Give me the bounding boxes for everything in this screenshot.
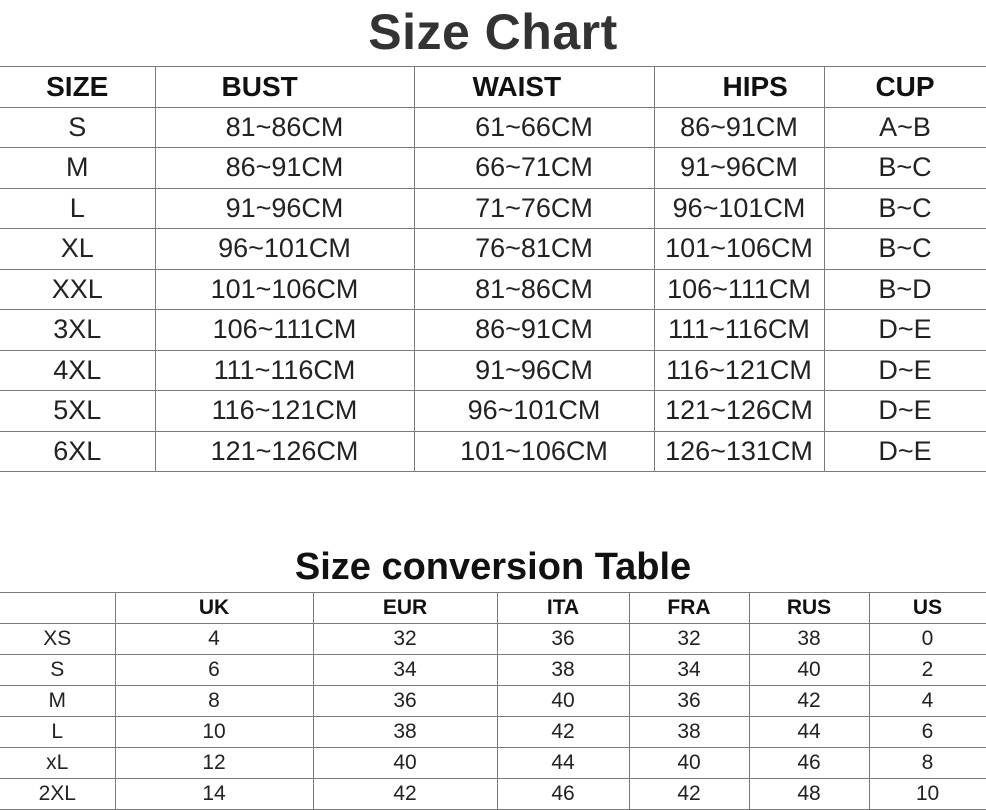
fra-cell: 42 [629,779,749,810]
size-cell: xL [0,748,115,779]
table-row [0,624,986,655]
waist-cell: 66~71CM [414,148,654,189]
bust-cell: 86~91CM [155,148,414,189]
cup-cell: B~C [824,188,986,229]
us-cell: 0 [869,624,986,655]
header-rus: RUS [749,593,869,624]
table-row [0,655,986,686]
size-cell: L [0,717,115,748]
size-cell: 3XL [0,310,155,351]
uk-cell: 14 [115,779,313,810]
table-row [0,188,986,229]
fra-cell: 40 [629,748,749,779]
bust-cell: 106~111CM [155,310,414,351]
size-chart-title: Size Chart [368,4,618,60]
header-fra: FRA [629,593,749,624]
size-cell: XS [0,624,115,655]
fra-cell: 34 [629,655,749,686]
waist-cell: 96~101CM [414,391,654,432]
us-cell: 2 [869,655,986,686]
rus-cell: 48 [749,779,869,810]
cup-cell: B~C [824,229,986,270]
size-cell: M [0,686,115,717]
size-cell: XXL [0,269,155,310]
table-row [0,350,986,391]
waist-cell: 101~106CM [414,431,654,472]
uk-cell: 4 [115,624,313,655]
size-cell: S [0,107,155,148]
us-cell: 4 [869,686,986,717]
table-row [0,107,986,148]
conversion-table-title: Size conversion Table [294,546,692,588]
cup-cell: D~E [824,431,986,472]
cup-cell: A~B [824,107,986,148]
ita-cell: 44 [497,748,629,779]
hips-cell: 91~96CM [654,148,824,189]
eur-cell: 40 [313,748,497,779]
waist-cell: 76~81CM [414,229,654,270]
rus-cell: 40 [749,655,869,686]
size-cell: 6XL [0,431,155,472]
table-row [0,229,986,270]
header-bust: BUST [155,67,414,108]
bust-cell: 96~101CM [155,229,414,270]
header-waist: WAIST [414,67,654,108]
us-cell: 10 [869,779,986,810]
waist-cell: 71~76CM [414,188,654,229]
eur-cell: 32 [313,624,497,655]
hips-cell: 86~91CM [654,107,824,148]
header-cup: CUP [824,67,986,108]
eur-cell: 34 [313,655,497,686]
rus-cell: 42 [749,686,869,717]
header-hips: HIPS [654,67,824,108]
table-row [0,391,986,432]
us-cell: 8 [869,748,986,779]
eur-cell: 42 [313,779,497,810]
cup-cell: D~E [824,391,986,432]
header-ita: ITA [497,593,629,624]
cup-cell: B~D [824,269,986,310]
eur-cell: 36 [313,686,497,717]
table-row [0,431,986,472]
hips-cell: 121~126CM [654,391,824,432]
bust-cell: 116~121CM [155,391,414,432]
header-eur: EUR [313,593,497,624]
fra-cell: 32 [629,624,749,655]
bust-cell: 81~86CM [155,107,414,148]
size-cell: 2XL [0,779,115,810]
size-cell: S [0,655,115,686]
table-row [0,779,986,810]
size-cell: L [0,188,155,229]
cup-cell: D~E [824,350,986,391]
ita-cell: 42 [497,717,629,748]
fra-cell: 38 [629,717,749,748]
rus-cell: 46 [749,748,869,779]
hips-cell: 101~106CM [654,229,824,270]
conversion-table [0,592,986,810]
fra-cell: 36 [629,686,749,717]
ita-cell: 36 [497,624,629,655]
table-row [0,686,986,717]
uk-cell: 6 [115,655,313,686]
hips-cell: 106~111CM [654,269,824,310]
table-row [0,310,986,351]
eur-cell: 38 [313,717,497,748]
ita-cell: 38 [497,655,629,686]
waist-cell: 91~96CM [414,350,654,391]
rus-cell: 44 [749,717,869,748]
header-blank [0,593,115,624]
waist-cell: 61~66CM [414,107,654,148]
size-cell: M [0,148,155,189]
size-cell: XL [0,229,155,270]
us-cell: 6 [869,717,986,748]
size-chart-table [0,66,986,472]
bust-cell: 101~106CM [155,269,414,310]
header-size: SIZE [0,67,155,108]
ita-cell: 46 [497,779,629,810]
table-row [0,717,986,748]
size-cell: 4XL [0,350,155,391]
bust-cell: 91~96CM [155,188,414,229]
size-chart-header-row [0,67,986,108]
cup-cell: D~E [824,310,986,351]
header-us: US [869,593,986,624]
hips-cell: 96~101CM [654,188,824,229]
table-row [0,269,986,310]
table-row [0,148,986,189]
bust-cell: 121~126CM [155,431,414,472]
uk-cell: 8 [115,686,313,717]
table-row [0,748,986,779]
rus-cell: 38 [749,624,869,655]
waist-cell: 86~91CM [414,310,654,351]
hips-cell: 111~116CM [654,310,824,351]
header-uk: UK [115,593,313,624]
ita-cell: 40 [497,686,629,717]
hips-cell: 126~131CM [654,431,824,472]
conversion-header-row [0,593,986,624]
cup-cell: B~C [824,148,986,189]
waist-cell: 81~86CM [414,269,654,310]
bust-cell: 111~116CM [155,350,414,391]
uk-cell: 10 [115,717,313,748]
uk-cell: 12 [115,748,313,779]
size-cell: 5XL [0,391,155,432]
hips-cell: 116~121CM [654,350,824,391]
